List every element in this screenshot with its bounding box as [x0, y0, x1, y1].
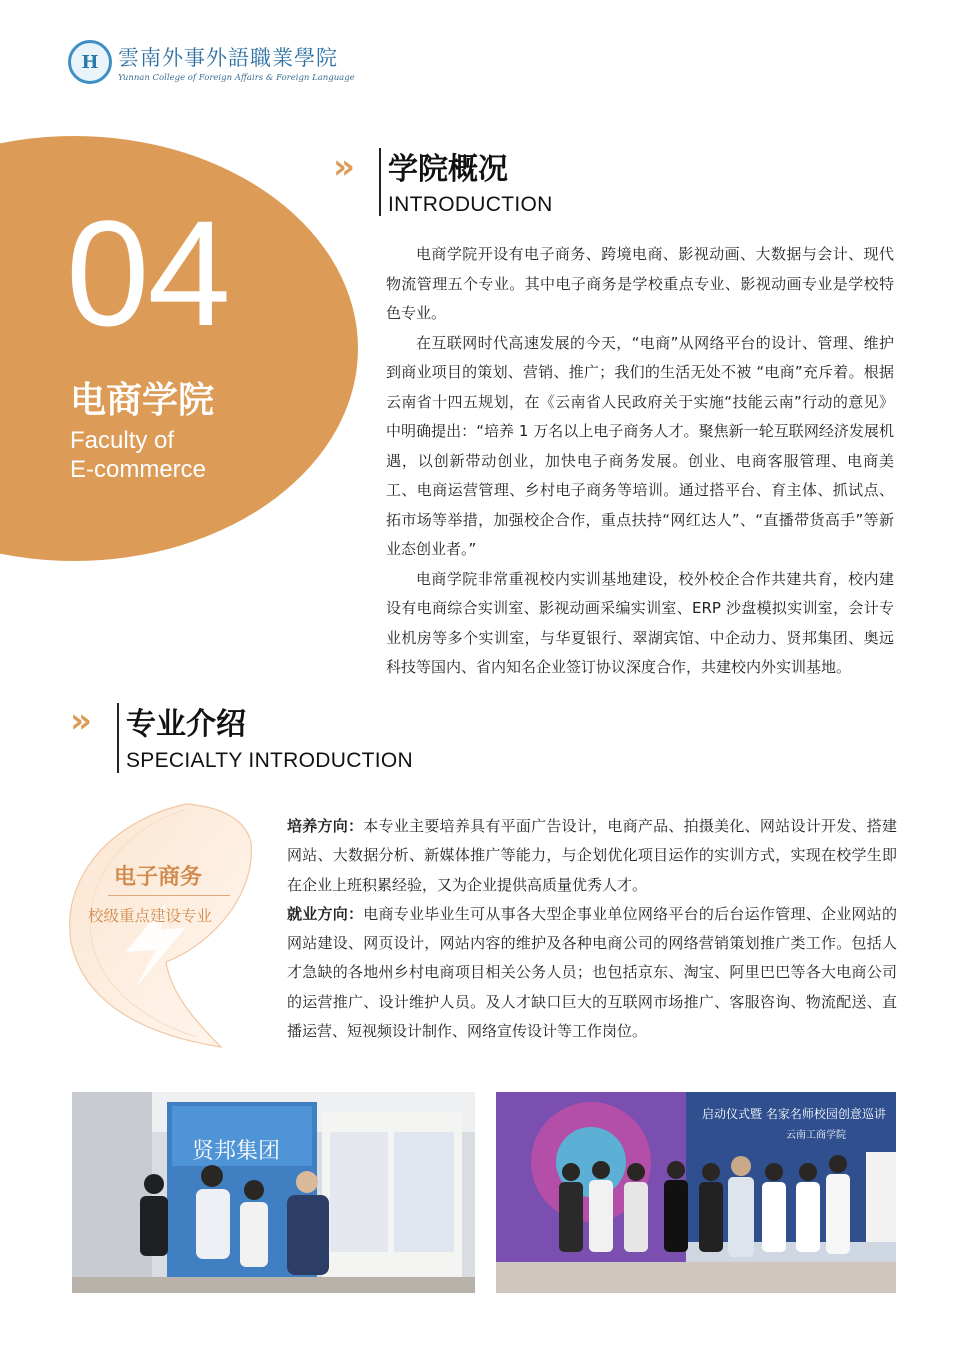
training-paragraph [287, 812, 897, 900]
career-text: 电商专业毕业生可从事各大型企事业单位网络平台的后台运作管理、企业网站的网站建设、网页设计，网站内容的维护及各种电商公司的网络营销策划推广类工作。包括人才急缺的各地州乡村电商项目相关公务人员；也包括京东、淘宝、阿里巴巴等各大电商公司的运营推广、设计维护人员。及人才缺口巨大的互联网市场推广、客服咨询、物流配送、直播运营、短视频设计制作、网络宣传设计等工作岗位。 [287, 904, 897, 1041]
specialty-title-cn: 专业介绍 [126, 707, 246, 742]
intro-title-cn: 学院概况 [388, 152, 508, 187]
training-label: 培养方向： [287, 817, 364, 835]
ceremony-banner-title: 启动仪式暨 名家名师校园创意巡讲 [702, 1107, 886, 1121]
specialty-body [287, 812, 897, 1046]
section-number: 04 [66, 189, 229, 357]
leaf-badge-icon [66, 802, 266, 1052]
specialty-badge-subtitle: 校级重点建设专业 [88, 907, 213, 925]
training-text: 本专业主要培养具有平面广告设计，电商产品、拍摄美化、网站设计开发、搭建网站、大数据分析、新媒体推广等能力，与企划优化项目运作的实训方式，实现在校学生即在企业上班积累经验，又为企业提供高质量优秀人才。 [287, 817, 897, 894]
company-sign: 贤邦集团 [192, 1139, 281, 1164]
faculty-en-line2: E-commerce [70, 456, 207, 483]
career-label: 就业方向： [287, 904, 364, 923]
specialty-badge-name: 电子商务 [114, 864, 203, 890]
heading-divider [117, 703, 119, 773]
intro-body [386, 240, 894, 683]
photo-company-visit [72, 1092, 475, 1293]
logo-text [118, 42, 355, 83]
faculty-en-line1: Faculty of [70, 427, 175, 454]
college-emblem-icon [68, 40, 112, 84]
intro-paragraph: 电商学院非常重视校内实训基地建设，校外校企合作共建共育，校内建设有电商综合实训室、影视动画采编实训室、ERP 沙盘模拟实训室，会计专业机房等多个实训室，与华夏银行、翠湖宾馆、中企动力、贤邦集团、奥远科技等国内、省内知名企业签订协议深度合作，共建校内外实训基地。 [386, 569, 894, 676]
college-name-en: Yunnan College of Foreign Affairs & Foreign Language [118, 72, 355, 83]
double-chevron-icon: » [70, 701, 83, 741]
career-paragraph [287, 900, 897, 1046]
intro-title-en: INTRODUCTION [388, 193, 553, 216]
heading-divider [379, 148, 381, 216]
emblem-letter: H [81, 51, 99, 73]
intro-paragraph: 电商学院开设有电子商务、跨境电商、影视动画、大数据与会计、现代物流管理五个专业。其中电子商务是学校重点专业、影视动画专业是学校特色专业。 [386, 245, 894, 322]
intro-paragraph: 在互联网时代高速发展的今天，“电商”从网络平台的设计、管理、维护到商业项目的策划、营销、推广；我们的生活无处不被 “电商”充斥着。根据云南省十四五规划，在《云南省人民政府关于实施“技能云南”行动的意见》中明确提出：“培养 1 万名以上电子商务人才。聚焦新一轮互联网经济发展机遇，以创新带动创业，加快电子商务发展。创业、电商客服管理、电商美工、电商运营管理、乡村电子商务等培训。通过搭平台、育主体、抓试点、拓市场等举措，加强校企合作，重点扶持“网红达人”、“直播带货高手”等新业态创业者。” [386, 333, 894, 558]
badge-divider [108, 895, 230, 896]
college-name-cn: 雲南外事外語職業學院 [118, 45, 338, 70]
college-logo [68, 40, 355, 84]
faculty-name-en [70, 426, 206, 484]
ceremony-banner-sub: 云南工商学院 [786, 1130, 846, 1141]
photo-launch-ceremony [496, 1092, 896, 1293]
specialty-title-en: SPECIALTY INTRODUCTION [126, 749, 414, 772]
double-chevron-icon: » [333, 147, 346, 187]
faculty-name-cn: 电商学院 [70, 380, 215, 421]
